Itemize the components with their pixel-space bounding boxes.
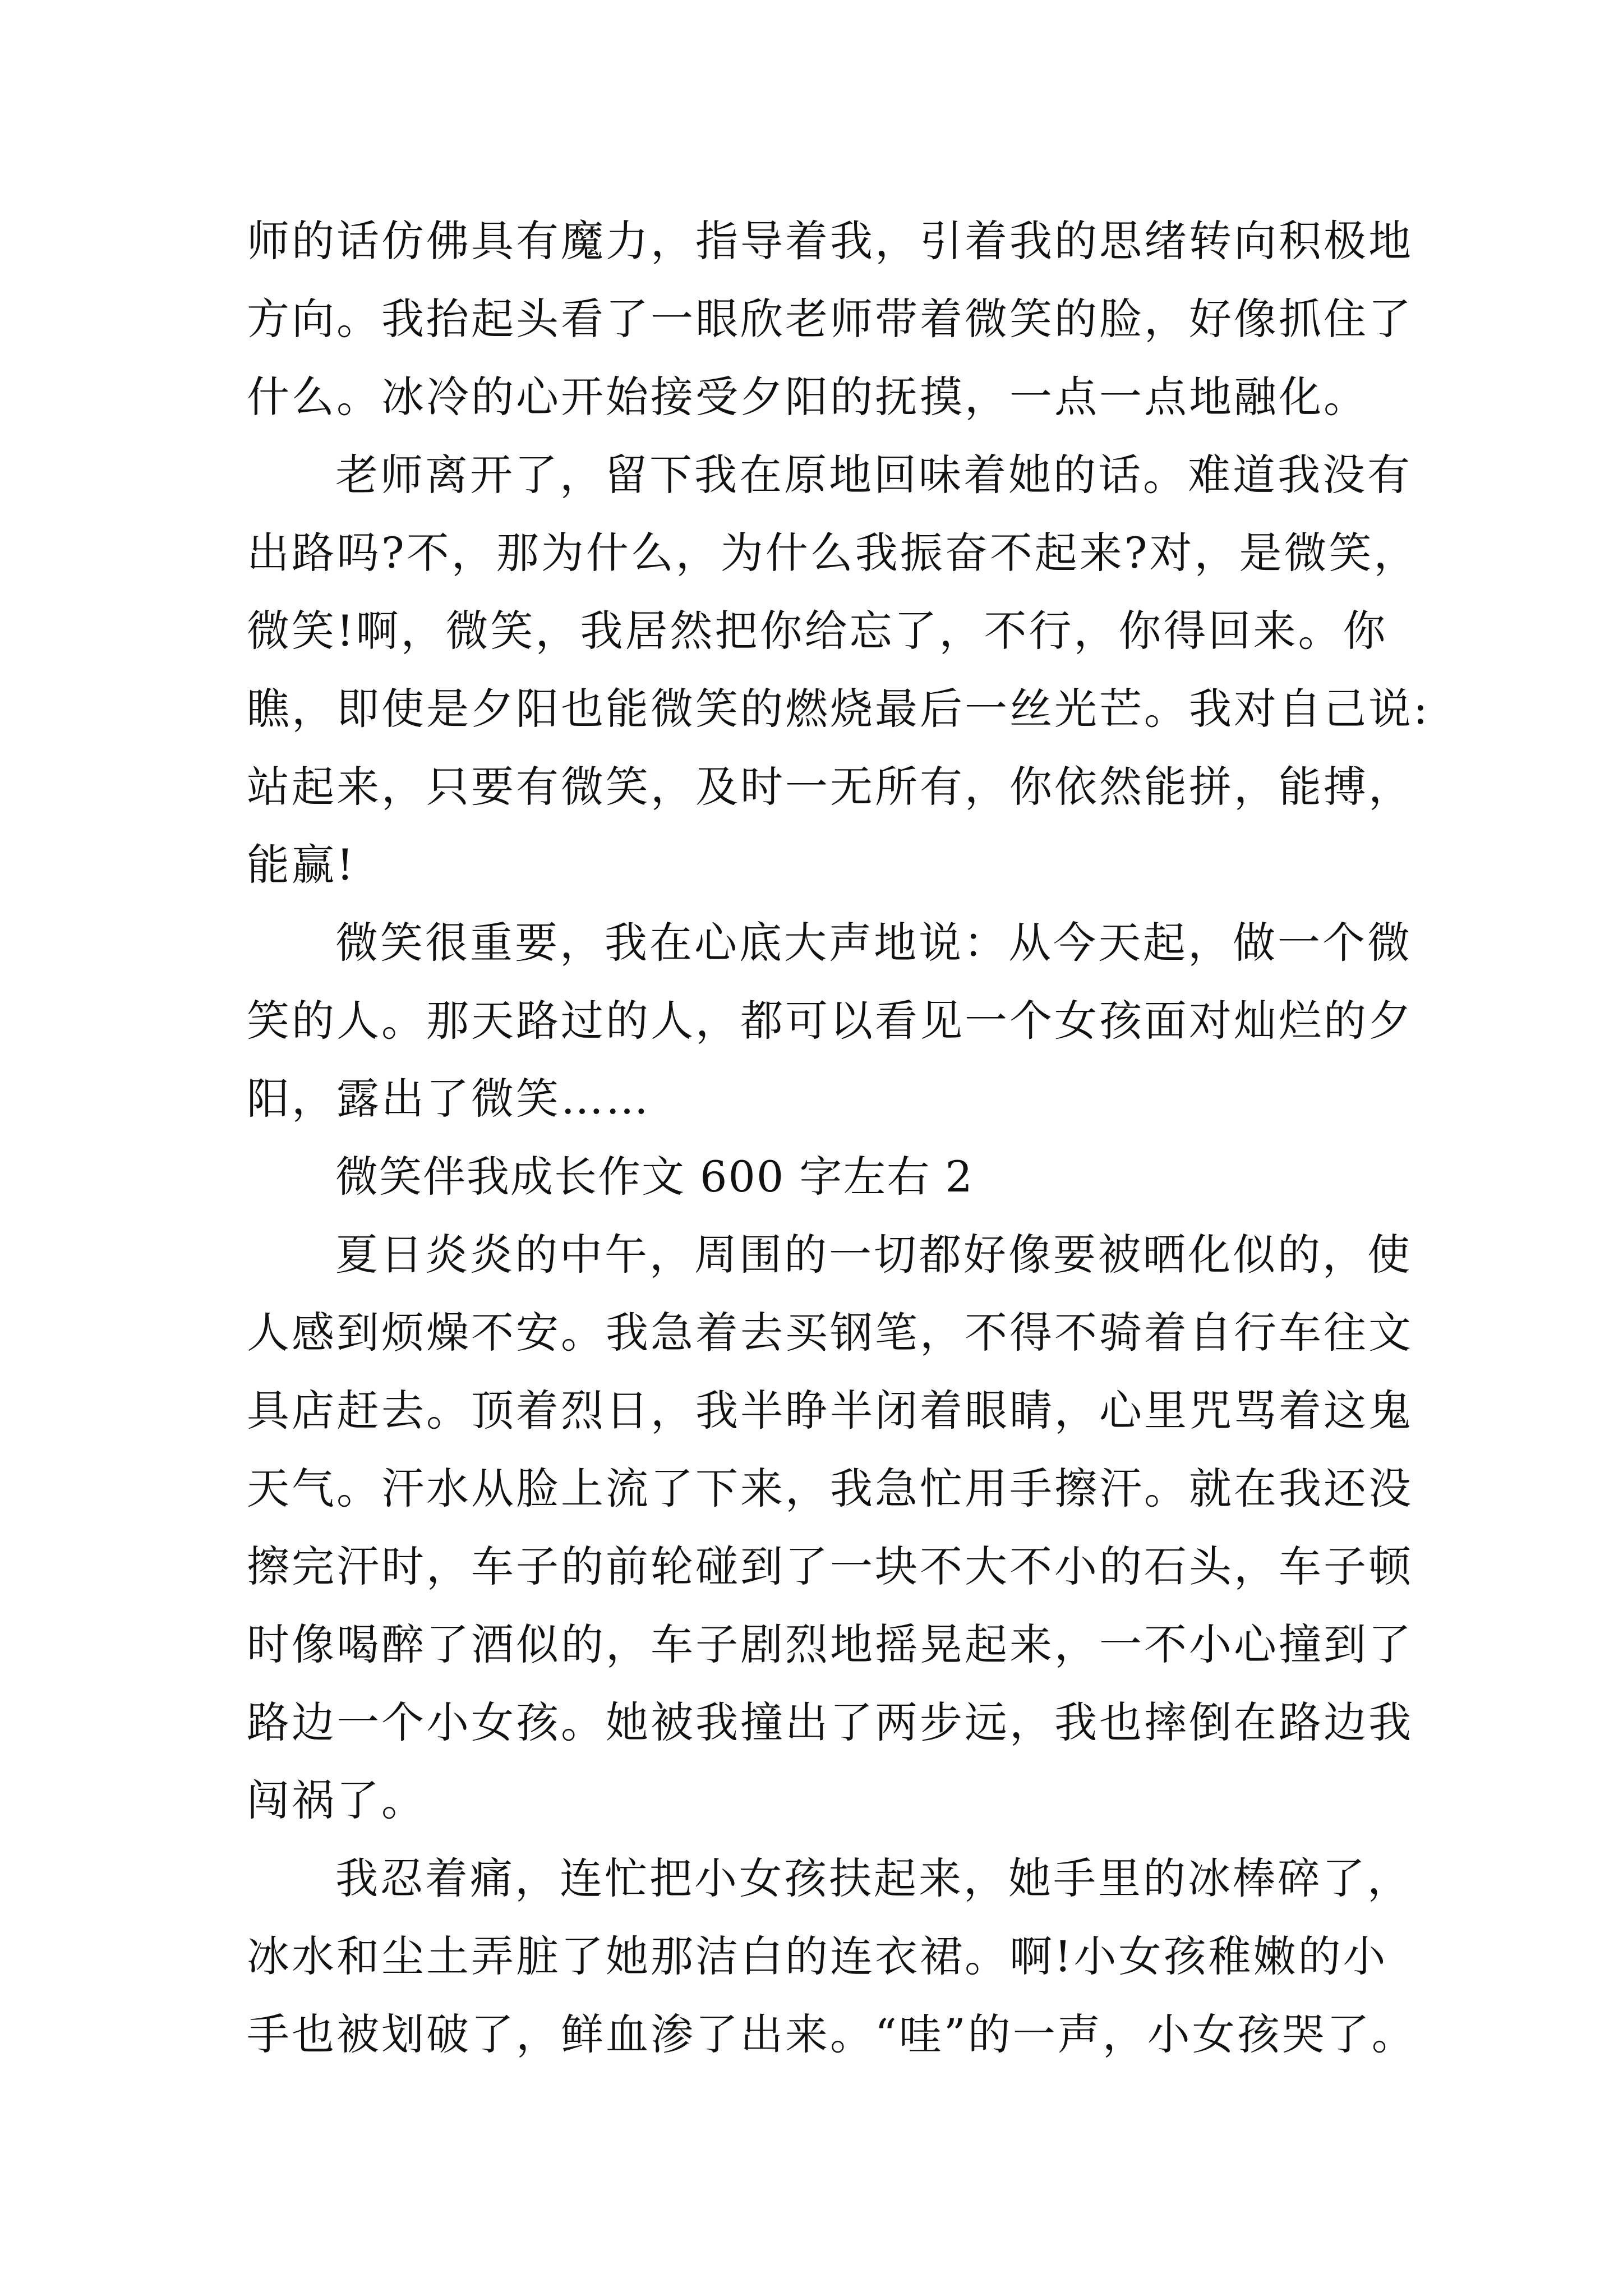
paragraph-line: 我忍着痛，连忙把小女孩扶起来，她手里的冰棒碎了，: [335, 1853, 1412, 1903]
paragraph-line: 具店赶去。顶着烈日，我半睁半闭着眼睛，心里咒骂着这鬼: [247, 1386, 1413, 1435]
paragraph-line: 什么。冰冷的心开始接受夕阳的抚摸，一点一点地融化。: [247, 372, 1368, 422]
paragraph-line: 人感到烦燥不安。我急着去买钢笔，不得不骑着自行车往文: [247, 1308, 1413, 1358]
paragraph-line: 手也被划破了，鲜血渗了出来。“哇”的一声，小女孩哭了。: [247, 2009, 1417, 2059]
paragraph-line: 站起来，只要有微笑，及时一无所有，你依然能拼，能搏，: [247, 762, 1413, 812]
paragraph-line: 出路吗?不，那为什么，为什么我振奋不起来?对，是微笑，: [247, 528, 1419, 578]
paragraph-line: 能赢!: [247, 840, 356, 890]
paragraph-line: 方向。我抬起头看了一眼欣老师带着微笑的脸，好像抓住了: [247, 294, 1413, 344]
paragraph-line: 笑的人。那天路过的人，都可以看见一个女孩面对灿烂的夕: [247, 996, 1413, 1046]
paragraph-line: 老师离开了，留下我在原地回味着她的话。难道我没有: [335, 450, 1412, 500]
paragraph-line: 夏日炎炎的中午，周围的一切都好像要被晒化似的，使: [335, 1230, 1412, 1280]
paragraph-line: 擦完汗时，车子的前轮碰到了一块不大不小的石头，车子顿: [247, 1542, 1413, 1591]
paragraph-line: 阳，露出了微笑……: [247, 1074, 651, 1124]
paragraph-line: 闯祸了。: [247, 1775, 426, 1825]
paragraph-line: 冰水和尘土弄脏了她那洁白的连衣裙。啊!小女孩稚嫩的小: [247, 1931, 1388, 1981]
paragraph-line: 微笑很重要，我在心底大声地说：从今天起，做一个微: [335, 918, 1412, 968]
paragraph-line: 师的话仿佛具有魔力，指导着我，引着我的思绪转向积极地: [247, 216, 1413, 266]
paragraph-line: 时像喝醉了酒似的，车子剧烈地摇晃起来，一不小心撞到了: [247, 1619, 1413, 1669]
paragraph-line: 微笑!啊，微笑，我居然把你给忘了，不行，你得回来。你: [247, 606, 1388, 656]
section-heading: 微笑伴我成长作文 600 字左右 2: [335, 1152, 974, 1202]
paragraph-line: 路边一个小女孩。她被我撞出了两步远，我也摔倒在路边我: [247, 1697, 1413, 1747]
paragraph-line: 瞧，即使是夕阳也能微笑的燃烧最后一丝光芒。我对自己说:: [247, 684, 1430, 734]
paragraph-line: 天气。汗水从脸上流了下来，我急忙用手擦汗。就在我还没: [247, 1464, 1413, 1513]
